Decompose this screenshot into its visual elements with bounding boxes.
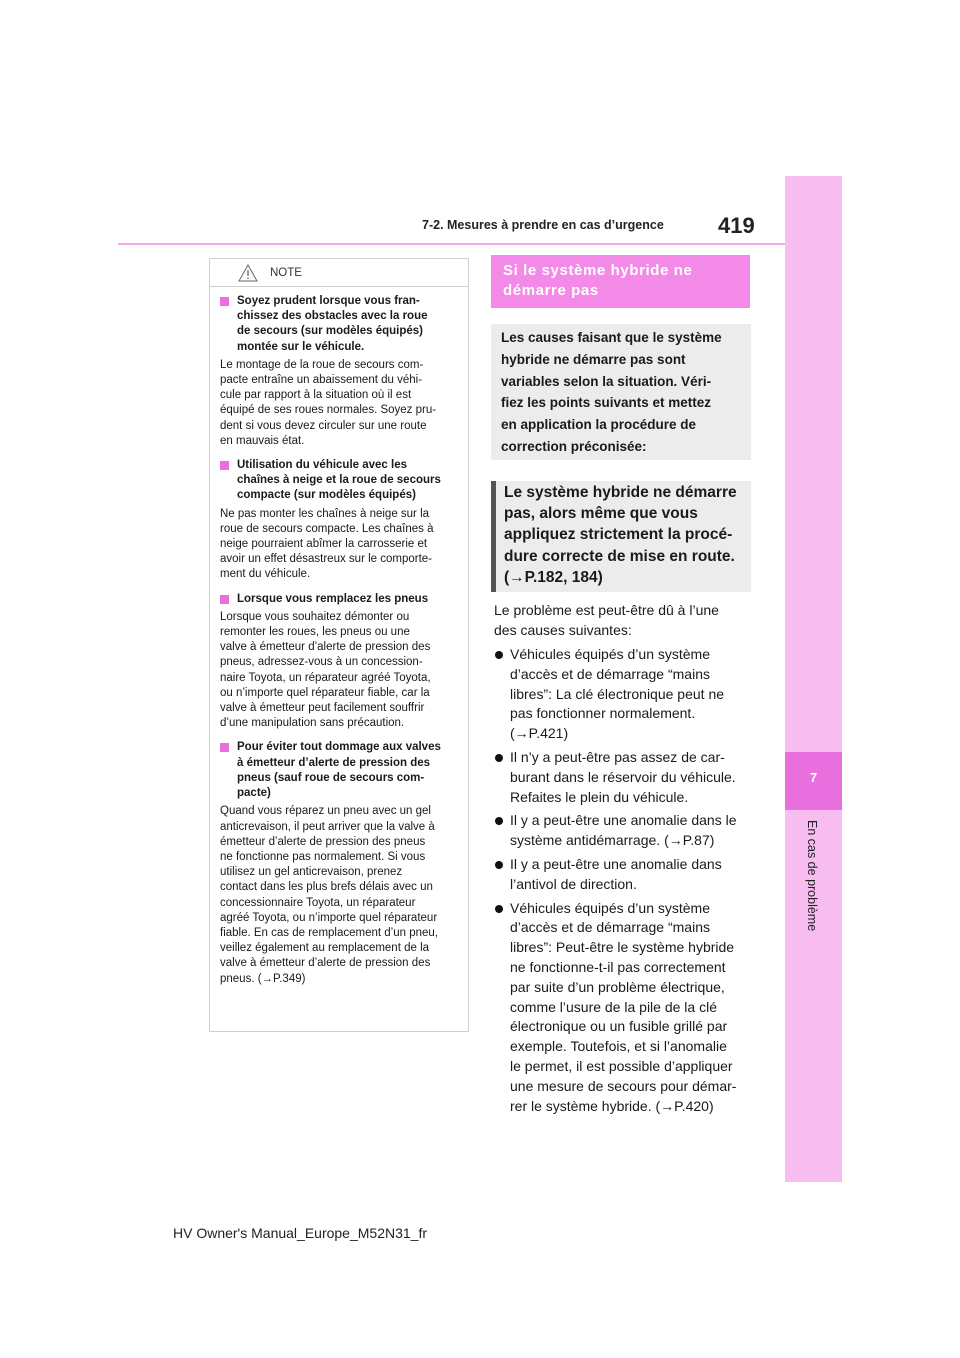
note-item-body: Ne pas monter les chaînes à neige sur la roue de secours compacte. Les chaînes à neige pourraient abîmer la carrosserie et avoir un effet désastreux sur le comporte- ment du véhicule. — [220, 507, 434, 581]
list-item: Véhicules équipés d’un système d’accès et de démarrage “mains libres”: La clé électronique peut ne pas fonctionner normalement. (→P.421) — [494, 645, 756, 744]
note-item-title: Utilisation du véhicule avec les chaînes à neige et la roue de secours compacte (sur modèles équipés) — [220, 458, 458, 504]
note-item-body: Le montage de la roue de secours com- pacte entraîne un abaissement du véhi- cule par rapport à la situation où il est équipé de ses roues normales. Soyez pru- dent si vous devez circuler sur une route en mauvais état. — [220, 358, 437, 447]
causes-intro: Le problème est peut-être dû à l’une des causes suivantes: — [494, 602, 719, 638]
note-label: NOTE — [270, 266, 302, 279]
note-item — [220, 458, 458, 583]
list-item: Il n’y a peut-être pas assez de car- burant dans le réservoir du véhicule. Refaites le plein du véhicule. — [494, 748, 756, 807]
note-header — [220, 259, 458, 286]
subheading-box — [491, 481, 751, 592]
subheading-text: Le système hybride ne démarre pas, alors même que vous appliquez strictement la procé- dure correcte de mise en route. (→P.182, 184) — [504, 484, 737, 586]
note-item-body: Lorsque vous souhaitez démonter ou remonter les roues, les pneus ou une valve à émetteur d’alerte de pression des pneus, adressez-vous à un concession- naire Toyota, un réparateur agréé Toyota, ou n’importe quel réparateur fiable, car la valve à émetteur peut facilement souffrir d’une manipulation sans précaution. — [220, 610, 431, 730]
note-items — [220, 294, 458, 987]
note-box — [209, 258, 469, 1032]
note-item-body: Quand vous réparez un pneu avec un gel anticrevaison, il peut arriver que la valve à émetteur d’alerte de pression des pneus ne fonctionne pas normalement. Si vous utilisez un gel anticrevaison, prenez contact dans les plus brefs délais avec un concessionnaire Toyota, un réparateur agréé Toyota, ou n’importe quel réparateur fiable. En cas de remplacement d’un pneu, veillez également au remplacement de la valve à émetteur d’alerte de pression des pneus. (→P.349) — [220, 805, 438, 985]
list-item: Il y a peut-être une anomalie dans le système antidémarrage. (→P.87) — [494, 811, 756, 851]
summary-box — [491, 324, 751, 460]
note-item — [220, 740, 458, 986]
footer-text: HV Owner's Manual_Europe_M52N31_fr — [172, 1225, 428, 1241]
page-number: 419 — [718, 213, 755, 238]
list-item: Il y a peut-être une anomalie dans l’antivol de direction. — [494, 855, 756, 895]
list-item: Véhicules équipés d’un système d’accès et de démarrage “mains libres”: Peut-être le système hybride ne fonctionne-t-il pas correctement par suite d’un problème électrique, comme l’usure de la pile de la clé électronique ou un fusible grillé par exemple. Toutefois, et si l’anomalie le permet, il est possible d’appliquer une mesure de secours pour démar- rer le système hybride. (→P.420) — [494, 899, 756, 1117]
header-divider — [118, 243, 785, 245]
summary-text: Les causes faisant que le système hybride ne démarre pas sont variables selon la situation. Véri- fiez les points suivants et mettez en application la procédure de correction préconisée: — [501, 330, 722, 454]
chapter-number: 7 — [809, 770, 818, 785]
note-item — [220, 294, 458, 449]
warning-triangle-icon — [238, 264, 258, 282]
section-header: 7-2. Mesures à prendre en cas d’urgence — [422, 218, 664, 232]
note-divider — [210, 286, 468, 287]
causes-list — [494, 641, 756, 1116]
note-item-title: Lorsque vous remplacez les pneus — [220, 592, 458, 607]
chapter-title: En cas de problème — [805, 820, 819, 932]
note-item-title: Pour éviter tout dommage aux valves à émetteur d’alerte de pression des pneus (sauf roue de secours com- pacte) — [220, 740, 458, 801]
chapter-title-vertical — [785, 820, 842, 960]
section-heading: Si le système hybride ne démarre pas — [491, 255, 750, 308]
note-item — [220, 592, 458, 732]
note-item-title: Soyez prudent lorsque vous fran- chissez des obstacles avec la roue de secours (sur modèles équipés) montée sur le véhicule. — [220, 294, 458, 355]
chapter-tab-strip — [785, 176, 842, 1182]
